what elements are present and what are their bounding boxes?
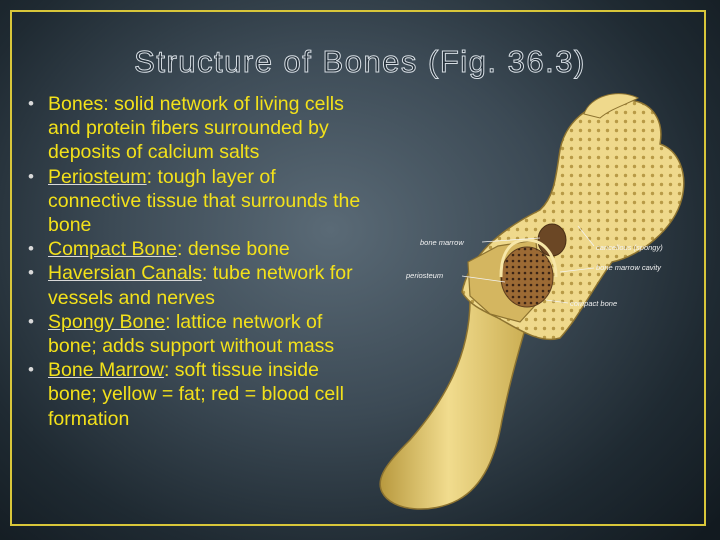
bone-marrow-core (538, 224, 566, 256)
bullet-text: Bones: solid network of living cells and protein fibers surrounded by deposits of calcium salts (48, 93, 344, 164)
bullet-item (26, 310, 366, 358)
label-marrow-cavity: bone marrow cavity (596, 263, 662, 272)
bone-shaft (380, 300, 532, 509)
bullet-term: Compact Bone (48, 238, 177, 261)
marrow-cavity (501, 247, 553, 307)
bullet-item (26, 165, 366, 238)
label-periosteum: periosteum (406, 271, 444, 280)
bullet-text: : dense bone (177, 238, 290, 261)
bullet-text: : soft tissue inside bone; yellow = fat; red = blood cell formation (48, 359, 344, 430)
slide-title: Structure of Bones (Fig. 36.3) (134, 44, 586, 79)
bullet-item (26, 261, 366, 309)
bullet-term: Haversian Canals (48, 262, 202, 285)
bone-illustration (372, 90, 712, 525)
bullet-text: : tough layer of connective tissue that surrounds the bone (48, 165, 361, 237)
bullet-list (26, 92, 366, 431)
bullet-text: : tube network for vessels and nerves (48, 262, 353, 309)
label-cancellous: cancellous (spongy) (596, 243, 663, 252)
bullet-item (26, 92, 366, 165)
bullet-term: Spongy Bone (48, 310, 166, 333)
bullet-item (26, 358, 366, 431)
bullet-term: Bone Marrow (48, 359, 164, 382)
label-bone-marrow: bone marrow (420, 238, 464, 247)
bullet-text: : lattice network of bone; adds support without mass (48, 310, 335, 358)
bullet-item (26, 237, 366, 261)
bullet-term: Periosteum (48, 165, 147, 188)
label-compact-bone: compact bone (570, 299, 618, 308)
